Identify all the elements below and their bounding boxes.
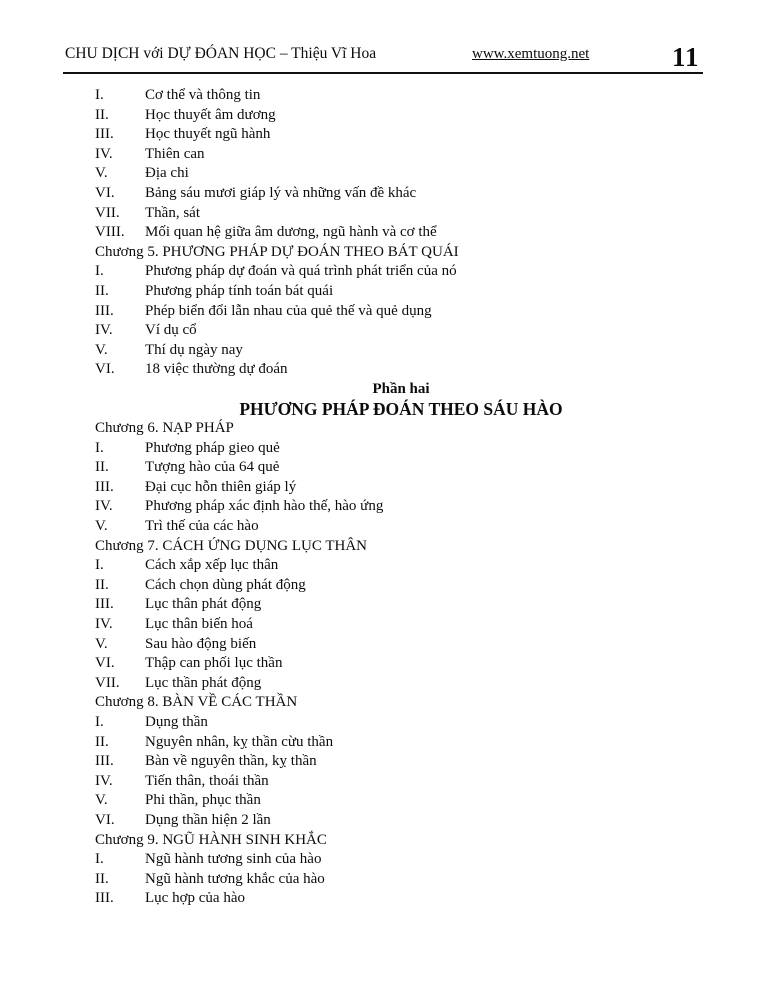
toc-item	[95, 458, 707, 478]
toc-item-text: Thí dụ ngày nay	[145, 341, 243, 358]
toc-item-text: Dụng thần hiện 2 lần	[145, 811, 271, 828]
toc-item-text: Phép biển đổi lẫn nhau của quẻ thế và quẻ dụng	[145, 302, 432, 319]
toc-item-text: Trì thế của các hào	[145, 518, 259, 535]
toc-item	[95, 733, 707, 753]
toc-item-text: Phương pháp gieo quẻ	[145, 439, 280, 456]
toc-item-text: Lục thần phát động	[145, 674, 262, 691]
toc-item-text: Phương pháp dự đoán và quá trình phát triển của nó	[145, 263, 457, 280]
site-url-link[interactable]: www.xemtuong.net	[472, 46, 590, 62]
toc-item-text: Học thuyết âm dương	[145, 106, 276, 123]
toc-item-numeral: VI.	[95, 361, 115, 378]
toc-item-text: Ví dụ cổ	[145, 322, 197, 339]
toc-item-text: Nguyên nhân, kỵ thần cừu thần	[145, 733, 334, 750]
toc-item-numeral: III.	[95, 753, 114, 770]
toc-item-text: Bảng sáu mươi giáp lý và những vấn đề khác	[145, 184, 417, 201]
toc-item-numeral: III.	[95, 890, 114, 907]
toc-item-text: Phương pháp tính toán bát quái	[145, 282, 334, 299]
toc-item-numeral: III.	[95, 478, 114, 495]
toc-part-title: PHƯƠNG PHÁP ĐOÁN THEO SÁU HÀO	[239, 398, 563, 419]
toc-item-text: Phi thần, phục thần	[145, 792, 261, 809]
toc-item	[95, 302, 707, 322]
toc-item-numeral: V.	[95, 341, 108, 358]
toc-item-text: Cách xắp xếp lục thân	[145, 557, 279, 574]
toc-item	[95, 321, 707, 341]
toc-item-text: Thần, sát	[145, 204, 200, 221]
toc-item-numeral: IV.	[95, 322, 113, 339]
toc-item-numeral: II.	[95, 733, 109, 750]
toc-item	[95, 654, 707, 674]
toc-item-text: Mối quan hệ giữa âm dương, ngũ hành và cơ thể	[145, 224, 437, 241]
toc-item-text: Lục thân phát động	[145, 596, 262, 613]
toc-item-text: Địa chi	[145, 165, 189, 182]
toc-item-numeral: VI.	[95, 655, 115, 672]
toc-chapter: Chương 6. NẠP PHÁP	[95, 420, 234, 437]
toc-item	[95, 811, 707, 831]
toc-item-numeral: V.	[95, 518, 108, 535]
toc-item	[95, 164, 707, 184]
toc-chapter: Chương 8. BÀN VỀ CÁC THẦN	[95, 694, 298, 711]
toc-item-numeral: I.	[95, 714, 104, 730]
toc-item	[95, 556, 707, 576]
toc-item	[95, 497, 707, 517]
toc-item	[95, 772, 707, 792]
toc-item	[95, 576, 707, 596]
toc-item-numeral: III.	[95, 126, 114, 143]
toc-item-numeral: III.	[95, 596, 114, 613]
toc-item-numeral: II.	[95, 459, 109, 476]
toc-item-numeral: V.	[95, 635, 108, 652]
toc-item-numeral: VII.	[95, 674, 120, 691]
toc-item	[95, 870, 707, 890]
toc-item	[95, 674, 707, 694]
toc-item-numeral: V.	[95, 165, 108, 182]
toc-item	[95, 223, 707, 243]
toc-item	[95, 282, 707, 302]
toc-item	[95, 713, 707, 733]
toc-item	[95, 791, 707, 811]
toc-chapter: Chương 9. NGŨ HÀNH SINH KHẮC	[95, 831, 327, 848]
toc-item-numeral: I.	[95, 263, 104, 280]
toc-item-text: Ngũ hành tương sinh của hào	[145, 851, 322, 868]
toc-item-text: Thiên can	[145, 145, 205, 162]
toc-item-text: Dụng thần	[145, 714, 208, 730]
toc-item-text: Ngũ hành tương khắc của hào	[145, 870, 325, 887]
toc-item-text: Bàn về nguyên thần, kỵ thần	[145, 753, 317, 770]
toc-item-numeral: IV.	[95, 145, 113, 162]
toc-item	[95, 850, 707, 870]
toc-item-text: Tượng hào của 64 quẻ	[145, 459, 280, 476]
toc-item-text: 18 việc thường dự đoán	[145, 361, 288, 378]
toc-item	[95, 106, 707, 126]
toc-item-text: Tiến thân, thoái thần	[145, 772, 269, 789]
toc-item-text: Đại cục hỗn thiên giáp lý	[145, 478, 297, 495]
header-rule	[63, 72, 703, 74]
toc-item-numeral: I.	[95, 557, 104, 574]
toc-item	[95, 752, 707, 772]
page-number: 11	[672, 42, 700, 72]
toc-item	[95, 517, 707, 537]
toc-item	[95, 889, 707, 909]
toc-item-text: Lục hợp của hào	[145, 890, 245, 907]
toc-chapter: Chương 7. CÁCH ỨNG DỤNG LỤC THÂN	[95, 537, 368, 554]
toc-item	[95, 262, 707, 282]
toc-item-numeral: VII.	[95, 204, 120, 221]
toc-item	[95, 615, 707, 635]
toc-item-numeral: I.	[95, 851, 104, 868]
toc-part-label: Phần hai	[372, 380, 430, 397]
toc-item-text: Học thuyết ngũ hành	[145, 126, 271, 143]
toc-item-text: Phương pháp xác định hào thế, hào ứng	[145, 498, 384, 515]
toc-item	[95, 360, 707, 380]
toc-item	[95, 125, 707, 145]
toc-item-text: Cách chọn dùng phát động	[145, 576, 306, 593]
table-of-contents	[95, 86, 707, 909]
toc-item-numeral: I.	[95, 87, 104, 103]
toc-item-numeral: III.	[95, 302, 114, 319]
toc-chapter: Chương 5. PHƯƠNG PHÁP DỰ ĐOÁN THEO BÁT QUÁI	[95, 243, 459, 260]
toc-item-numeral: IV.	[95, 616, 113, 633]
book-title: CHU DỊCH với DỰ ĐÓAN HỌC – Thiệu Vĩ Hoa	[65, 45, 377, 62]
toc-item	[95, 595, 707, 615]
toc-item	[95, 341, 707, 361]
toc-item-text: Thập can phối lục thần	[145, 655, 283, 672]
toc-item-numeral: I.	[95, 439, 104, 456]
toc-item-numeral: VI.	[95, 184, 115, 201]
toc-item	[95, 86, 707, 106]
toc-item-numeral: II.	[95, 576, 109, 593]
toc-item-numeral: VIII.	[95, 224, 125, 241]
toc-item	[95, 439, 707, 459]
toc-item-numeral: V.	[95, 792, 108, 809]
toc-item-numeral: II.	[95, 282, 109, 299]
toc-item	[95, 184, 707, 204]
toc-item-numeral: IV.	[95, 772, 113, 789]
toc-item-numeral: II.	[95, 106, 109, 123]
toc-item-text: Lục thân biến hoá	[145, 616, 253, 633]
toc-item	[95, 635, 707, 655]
toc-item-numeral: VI.	[95, 811, 115, 828]
toc-item-numeral: IV.	[95, 498, 113, 515]
toc-item	[95, 478, 707, 498]
toc-item-numeral: II.	[95, 870, 109, 887]
toc-item-text: Sau hào động biến	[145, 635, 257, 652]
toc-item	[95, 204, 707, 224]
toc-item	[95, 145, 707, 165]
toc-item-text: Cơ thể và thông tin	[145, 87, 261, 103]
